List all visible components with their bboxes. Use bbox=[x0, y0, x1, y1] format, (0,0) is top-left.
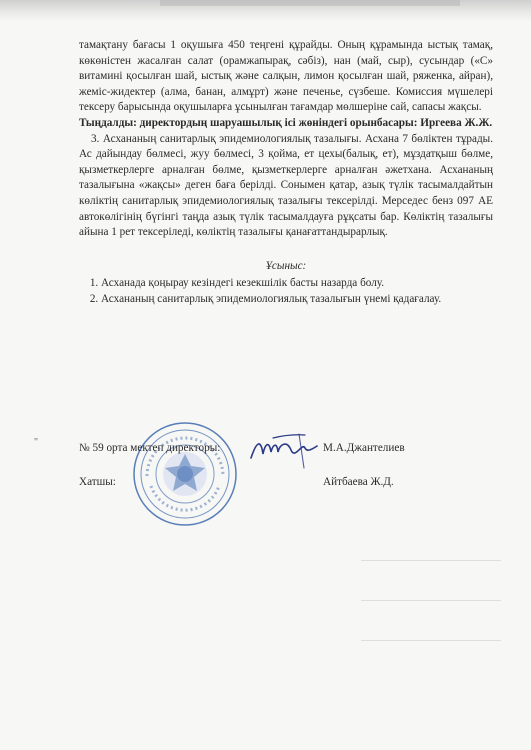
secretary-name: Айтбаева Ж.Д. bbox=[323, 476, 394, 488]
director-name: М.А.Джантелиев bbox=[323, 442, 405, 454]
paragraph-heard: Тыңдалды: директордың шаруашылық ісі жөніндегі орынбасары: Иргеева Ж.Ж. bbox=[79, 116, 493, 129]
recommendation-list bbox=[79, 276, 493, 307]
margin-mark: " bbox=[34, 437, 39, 448]
faint-bleedthrough-line bbox=[361, 640, 501, 641]
faint-bleedthrough-line bbox=[361, 600, 501, 601]
signature-block bbox=[79, 420, 493, 540]
document-body bbox=[79, 38, 493, 308]
paragraph-food: тамақтану бағасы 1 оқушыға 450 теңгені құрайды. Оның құрамында ыстық тамақ, көкөністен жасалған салат (орамжапырақ, сәбіз), нан (май, сыр), сусындар («С» витамині қосылған шай, ыстық және салқын, лимон қосылған шай, ряженка, айран), жеміс-жидектер (алма, банан, алмұрт) және печенье, сүзбеше. Комиссия мүшелері тексеру барысында оқушыларға ұсынылған тағамдар мөлшеріне сай, сапасы жақсы. bbox=[79, 39, 493, 114]
director-signature-icon bbox=[247, 430, 319, 470]
director-row bbox=[79, 442, 220, 454]
official-seal-icon bbox=[131, 420, 239, 528]
secretary-label: Хатшы: bbox=[79, 476, 116, 488]
faint-bleedthrough-line bbox=[361, 560, 501, 561]
paragraph-sanitary: 3. Асхананың санитарлық эпидемиологиялық тазалығы. Асхана 7 бөліктен тұрады. Ас дайындау бөлмесі, жуу бөлмесі, 3 қойма, ет цехы(балық, ет), мұздатқыш бөлме, қызметкерлерге арналған бөлме, қызметкерлерге арналған әжетхана. Асхананың тазалығына «жақсы» деген баға берілді. Сонымен қатар, азық түлік тасымалдайтын көліктің санитарлық эпидемиологиялық тазалығы тексерілді. Мерседес бенз 097 AE автокөлігінің бүгінгі таңда азық түлік тасымалдауға рұқсаты бар. Көліктің тазалығы айына 1 рет тексеріледі, көліктің тазалығы қанағаттандырарлық. bbox=[79, 132, 493, 239]
secretary-row bbox=[79, 476, 116, 488]
recommendation-item-2: 2. Асхананың санитарлық эпидемиологиялық тазалығын үнемі қадағалау. bbox=[101, 292, 493, 308]
recommendation-item-1: 1. Асханада қоңырау кезіндегі кезекшілік басты назарда болу. bbox=[101, 276, 493, 292]
recommendation-title: Ұсыныс: bbox=[265, 259, 307, 272]
scan-edge-artifact bbox=[160, 0, 460, 6]
director-label: № 59 орта мектеп директоры: bbox=[79, 442, 221, 454]
